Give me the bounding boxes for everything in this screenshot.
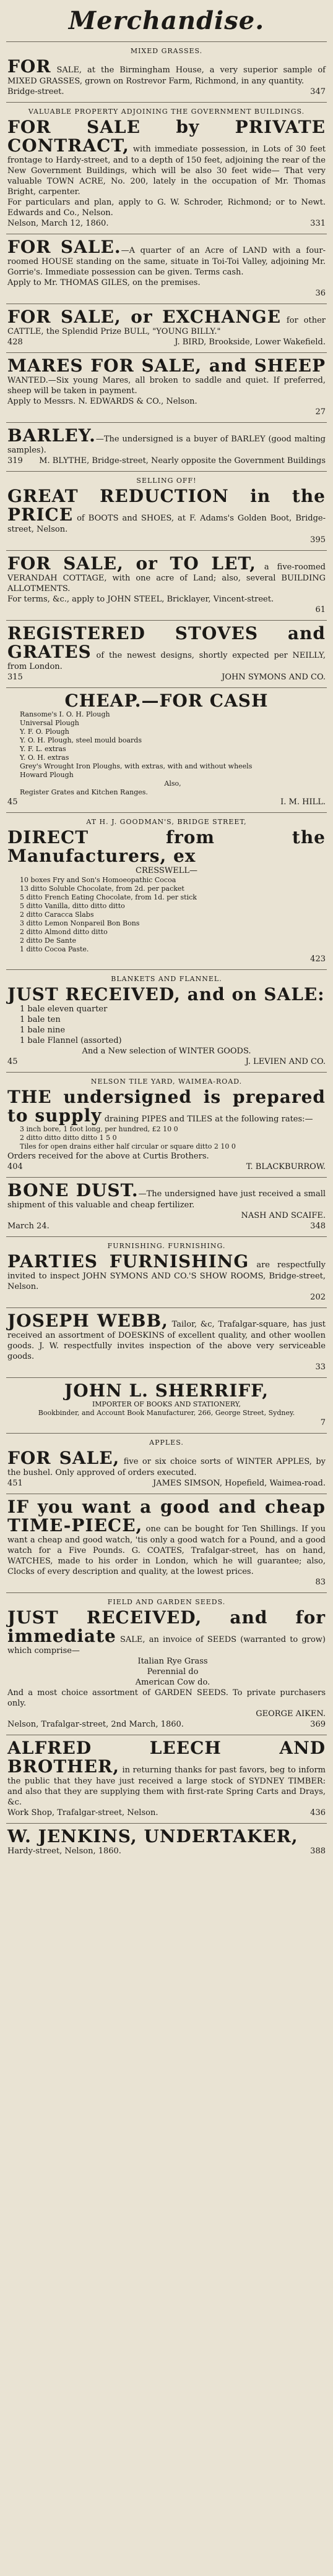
- ad-body: SALE, an invoice of SEEDS (warranted to grow) which comprise—: [7, 1635, 326, 1656]
- ad-sign: Apply to Mr. THOMAS GILES, on the premises.: [7, 278, 201, 287]
- ad-sub: CRESSWELL—: [136, 866, 197, 875]
- list-item: Y. F. L. extras: [20, 745, 66, 753]
- ad-num: 423: [310, 954, 326, 964]
- ad-lead: BARLEY.: [7, 425, 96, 446]
- ad-bone-dust: [6, 1177, 327, 1236]
- list-item: 1 bale Flannel (assorted): [20, 1036, 122, 1045]
- ad-lead: PARTIES FURNISHING: [7, 1251, 249, 1272]
- ad-body: one can be bought for Ten Shillings. If you want a cheap and good watch, 'tis only a good watch for a Pound, and a good watch for a Five Pounds. G. COATES, Trafalgar-street, has on hand, WATCHES, made to his order in London, which he will guarantee; also, Clocks of every description and quality, at the lowest prices.: [7, 1524, 326, 1576]
- ad-num: 45: [7, 797, 18, 807]
- ad-lead: FOR SALE, or EXCHANGE: [7, 307, 282, 327]
- ad-selling-off: [6, 471, 327, 550]
- ad-lead: REGISTERED STOVES and GRATES: [7, 623, 326, 662]
- ad-num: 428: [7, 338, 23, 347]
- list-item: 2 ditto De Sante: [20, 937, 76, 945]
- ad-goodman: [6, 812, 327, 969]
- list-item: Also,: [164, 780, 181, 788]
- ad-note: And a most choice assortment of GARDEN SEEDS. To private purchasers only.: [7, 1688, 326, 1708]
- ad-sign: NASH AND SCAIFE.: [241, 1211, 326, 1220]
- list-item: 1 bale eleven quarter: [20, 1005, 108, 1014]
- ad-header: BLANKETS AND FLANNEL.: [111, 975, 222, 983]
- ad-num: 436: [310, 1808, 326, 1817]
- ad-lead: FOR SALE by PRIVATE CONTRACT,: [7, 117, 326, 156]
- ad-cheap-cash: [6, 687, 327, 812]
- ad-valuable-property: [6, 102, 327, 234]
- ad-stoves: [6, 620, 327, 687]
- ad-num: 7: [320, 1418, 326, 1427]
- ad-sub: IMPORTER OF BOOKS AND STATIONERY,: [92, 1400, 241, 1408]
- ad-body: SALE, at the Birmingham House, a very superior sample of MIXED GRASSES, grown on Rostrevor Farm, Richmond, in any quantity.: [7, 66, 326, 86]
- ad-body: a five-roomed VERANDAH COTTAGE, with one acre of Land; also, several BUILDING ALLOTMENTS.: [7, 563, 326, 593]
- rate-list: [7, 1125, 326, 1151]
- list-item: Howard Plough: [20, 771, 74, 779]
- list-item: 13 ditto Soluble Chocolate, from 2d. per packet: [20, 885, 184, 893]
- ad-sign: JAMES SIMSON, Hopefield, Waimea-road.: [153, 1479, 326, 1488]
- list-item: American Cow do.: [135, 1678, 210, 1687]
- ad-num: 369: [310, 1720, 326, 1729]
- ad-sign: JOHN SYMONS AND CO.: [222, 673, 326, 682]
- ad-body: —The undersigned is a buyer of BARLEY (good malting samples).: [7, 435, 326, 455]
- ad-leech: [6, 1735, 327, 1823]
- ad-sign: Bridge-street.: [7, 87, 64, 96]
- item-list: [7, 710, 326, 797]
- ad-apples: [6, 1433, 327, 1494]
- list-item: Register Grates and Kitchen Ranges.: [20, 788, 148, 796]
- ad-num: 83: [315, 1578, 326, 1587]
- ad-sign: M. BLYTHE, Bridge-street, Nearly opposite the Government Buildings: [39, 456, 326, 465]
- ad-header: NELSON TILE YARD, WAIMEA-ROAD.: [90, 1078, 243, 1086]
- ad-tile-yard: [6, 1072, 327, 1177]
- ad-quarter-acre: [6, 234, 327, 304]
- ad-body: are respectfully invited to inspect JOHN SYMONS AND CO.'S SHOW ROOMS, Bridge-street, Nelson.: [7, 1260, 326, 1291]
- ad-sign: T. BLACKBURROW.: [246, 1162, 326, 1171]
- ad-mixed-grasses: [6, 41, 327, 102]
- ad-date: March 24.: [7, 1222, 50, 1231]
- list-item: 2 ditto Caracca Slabs: [20, 911, 94, 919]
- ad-header: FURNISHING. FURNISHING.: [107, 1242, 226, 1250]
- ad-sign: For terms, &c., apply to JOHN STEEL, Bricklayer, Vincent-street.: [7, 595, 274, 604]
- rate-row: Tiles for open drains either half circular or square ditto 2 10 0: [20, 1142, 236, 1150]
- ad-body: Bookbinder, and Account Book Manufacturer, 266, George Street, Sydney.: [38, 1409, 295, 1417]
- ad-lead: IF you want a good and cheap TIME-PIECE,: [7, 1497, 326, 1536]
- ad-num: 395: [310, 535, 326, 545]
- ad-lead: THE undersigned is prepared to supply: [7, 1087, 326, 1126]
- list-item: 2 ditto Almond ditto ditto: [20, 928, 108, 936]
- ad-num: 45: [7, 1057, 18, 1066]
- list-item: Universal Plough: [20, 719, 79, 727]
- ad-date: Nelson, March 12, 1860.: [7, 219, 109, 228]
- list-item: 10 boxes Fry and Son's Homoeopathic Cocoa: [20, 876, 176, 884]
- ad-body: WANTED.—Six young Mares, all broken to saddle and quiet. If preferred, sheep will be taken in payment.: [7, 376, 326, 396]
- list-item: 1 bale nine: [20, 1026, 66, 1035]
- item-list: [7, 876, 326, 954]
- ad-lead: ALFRED LEECH AND BROTHER,: [7, 1738, 326, 1777]
- ad-sign: J. LEVIEN AND CO.: [245, 1057, 326, 1066]
- ad-body: in returning thanks for past favors, beg to inform the public that they have just received a large stock of SYDNEY TIMBER: and also that they are supplying them with first-rate Spring Carts and Drays, &c.: [7, 1766, 326, 1807]
- ad-field-garden-seeds: [6, 1592, 327, 1735]
- ad-num: 348: [310, 1222, 326, 1231]
- ad-body: And a New selection of WINTER GOODS.: [82, 1047, 251, 1056]
- ad-sign: Hardy-street, Nelson, 1860.: [7, 1847, 121, 1856]
- list-item: Perennial do: [147, 1667, 199, 1677]
- item-list: [7, 1004, 326, 1046]
- ad-num: 404: [7, 1162, 23, 1171]
- ad-header: MIXED GRASSES.: [130, 47, 203, 55]
- list-item: Grey's Wrought Iron Ploughs, with extras, with and without wheels: [20, 762, 253, 770]
- ad-date: Nelson, Trafalgar-street, 2nd March, 1860.: [7, 1720, 184, 1729]
- ad-lead: GREAT REDUCTION in the PRICE: [7, 486, 326, 525]
- item-list: [7, 1656, 326, 1688]
- ad-header: FIELD AND GARDEN SEEDS.: [107, 1598, 226, 1606]
- list-item: 3 ditto Lemon Nonpareil Bon Bons: [20, 919, 140, 927]
- ad-furnishing: [6, 1236, 327, 1307]
- ad-body: Tailor, &c, Trafalgar-square, has just received an assortment of DOESKINS of excellent quality, and other woollen goods. J. W. respectfully invites inspection of the above very serviceable goods.: [7, 1320, 326, 1361]
- ad-lead: CHEAP.—FOR CASH: [64, 691, 269, 711]
- ad-body: with immediate possession, in Lots of 30 feet frontage to Hardy-street, and to a depth of 150 feet, adjoining the rear of the New Government Buildings, which will be also 30 feet wide— That very valuable TOWN ACRE, No. 200, lately in the occupation of Mr. Thomas Bright, carpenter.: [7, 145, 326, 197]
- ad-sign: GEORGE AIKEN.: [256, 1709, 326, 1719]
- ad-num: 347: [310, 87, 326, 96]
- list-item: Y. F. O. Plough: [20, 728, 69, 736]
- ad-lead: JUST RECEIVED, and for immediate: [7, 1607, 326, 1646]
- ad-num: 27: [315, 407, 326, 417]
- ad-sherriff: [6, 1377, 327, 1433]
- ad-body: five or six choice sorts of WINTER APPLES, by the bushel. Only approved of orders executed.: [7, 1457, 326, 1477]
- ad-lead: FOR SALE, or TO LET,: [7, 553, 256, 574]
- ad-lead: W. JENKINS, UNDERTAKER,: [7, 1826, 298, 1847]
- ad-lead: DIRECT from the Manufacturers, ex: [7, 827, 326, 866]
- ad-sign: For particulars and plan, apply to G. W. Schroder, Richmond; or to Newt. Edwards and Co., Nelson.: [7, 198, 326, 218]
- ad-sign: I. M. HILL.: [280, 797, 326, 807]
- ad-lead: MARES FOR SALE, and SHEEP: [7, 355, 326, 376]
- ad-num: 388: [310, 1847, 326, 1856]
- list-item: 1 bale ten: [20, 1015, 61, 1024]
- ad-header: AT H. J. GOODMAN'S, BRIDGE STREET,: [86, 818, 247, 826]
- ad-num: 36: [315, 289, 326, 298]
- ad-five-roomed: [6, 550, 327, 620]
- ad-sign: Work Shop, Trafalgar-street, Nelson.: [7, 1808, 158, 1817]
- ad-body: of the newest designs, shortly expected per NEILLY, from London.: [7, 651, 326, 671]
- ad-header: VALUABLE PROPERTY ADJOINING THE GOVERNMENT BUILDINGS.: [28, 108, 305, 116]
- ad-body: of BOOTS and SHOES, at F. Adams's Golden Boot, Bridge-street, Nelson.: [7, 514, 326, 534]
- ad-num: 61: [315, 605, 326, 614]
- ad-lead: FOR: [7, 56, 51, 77]
- ad-mares: [6, 352, 327, 422]
- ad-header: SELLING OFF!: [136, 477, 197, 485]
- rate-row: 2 ditto ditto ditto ditto 1 5 0: [20, 1134, 117, 1142]
- ad-num: 202: [310, 1293, 326, 1302]
- ad-num: 315: [7, 673, 23, 682]
- ad-barley: [6, 422, 327, 471]
- ad-body: —A quarter of an Acre of LAND with a four-roomed HOUSE standing on the same, situate in Toi-Toi Valley, adjoining Mr. Gorrie's. Immediate possession can be given. Terms cash.: [7, 246, 326, 277]
- list-item: Y. O. H. extras: [20, 754, 69, 762]
- list-item: Italian Rye Grass: [137, 1657, 208, 1666]
- rate-row: 3 inch bore, 1 foot long, per hundred, £2 10 0: [20, 1125, 178, 1133]
- list-item: 5 ditto French Eating Chocolate, from 1d. per stick: [20, 893, 197, 901]
- list-item: Ransome's I. O. H. Plough: [20, 710, 110, 718]
- ad-num: 319: [7, 456, 23, 465]
- ad-lead: JOSEPH WEBB,: [7, 1311, 168, 1331]
- list-item: 1 ditto Cocoa Paste.: [20, 945, 89, 953]
- ad-jenkins: [6, 1823, 327, 1861]
- ad-blankets: [6, 969, 327, 1072]
- ad-lead: JUST RECEIVED, and on SALE:: [7, 984, 325, 1005]
- ad-lead: BONE DUST.: [7, 1180, 139, 1201]
- ad-header: APPLES.: [149, 1439, 184, 1447]
- ad-num: 331: [310, 219, 326, 228]
- ad-sign: Apply to Messrs. N. EDWARDS & CO., Nelson.: [7, 397, 197, 406]
- masthead: Merchandise.: [68, 6, 265, 35]
- ad-body: draining PIPES and TILES at the following rates:—: [104, 1115, 313, 1124]
- ad-body: —The undersigned have just received a small shipment of this valuable and cheap fertilizer.: [7, 1189, 326, 1210]
- ad-timepiece: [6, 1494, 327, 1592]
- ad-num: 451: [7, 1479, 23, 1488]
- ad-lead: FOR SALE,: [7, 1448, 120, 1468]
- ad-exchange-cattle: [6, 304, 327, 352]
- list-item: 5 ditto Vanilla, ditto ditto ditto: [20, 902, 125, 910]
- ad-lead: JOHN L. SHERRIFF,: [64, 1380, 269, 1401]
- ad-note: Orders received for the above at Curtis Brothers.: [7, 1152, 209, 1161]
- ad-sign: J. BIRD, Brookside, Lower Wakefield.: [175, 338, 326, 347]
- ad-lead: FOR SALE.: [7, 237, 121, 257]
- ad-num: 33: [315, 1362, 326, 1372]
- list-item: Y. O. H. Plough, steel mould boards: [20, 736, 142, 744]
- ad-webb: [6, 1307, 327, 1377]
- ad-body: for other CATTLE, the Splendid Prize BULL, "YOUNG BILLY.": [7, 316, 326, 336]
